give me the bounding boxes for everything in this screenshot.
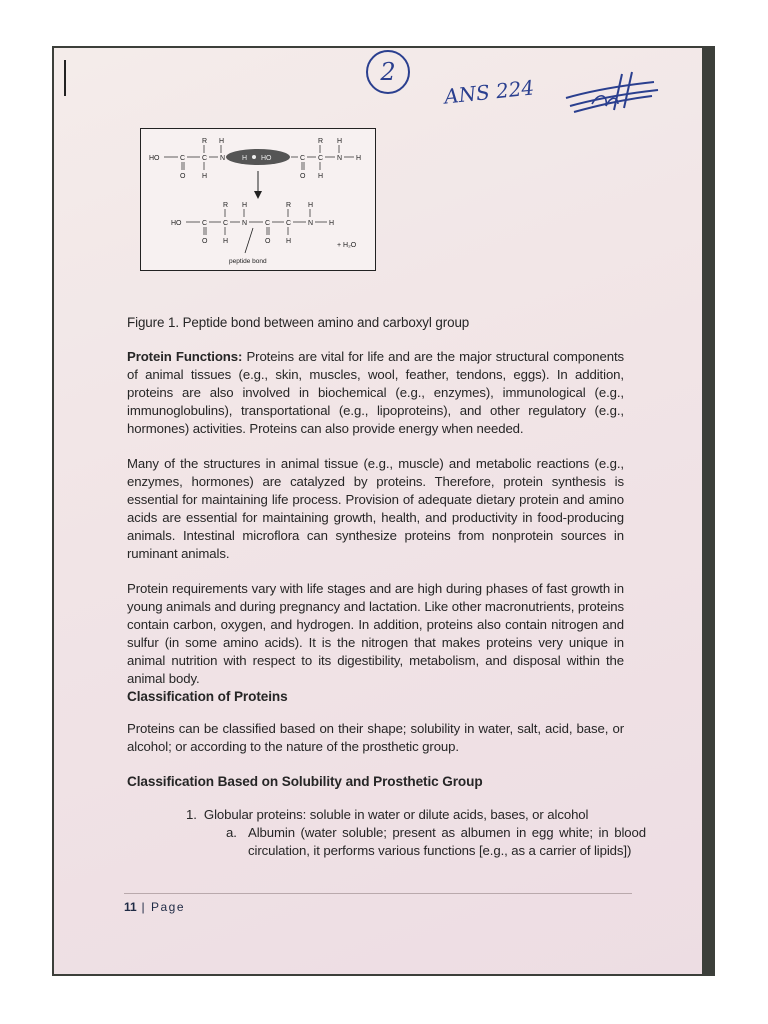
fig-b-c3: C (265, 220, 271, 227)
paragraph-requirements: Protein requirements vary with life stages and are high during phases of fast growth in young animals and during pregnancy and lactation. Like other macronutrients, proteins contain carbon, oxygen, and hydrogen. In addition, proteins also contain nitrogen and sulfur (in some amino acids). It is the nitrogen that makes proteins very unique in animal nutrition with respect to its digestibility, metabolism, and disposal within the animal body. (127, 581, 624, 686)
paragraph-classification: Proteins can be classified based on their shape; solubility in water, salt, acid, base, or alcohol; or according to the nature of the prosthetic group. (127, 721, 624, 754)
handwritten-circled-number: 2 (366, 50, 410, 94)
fig-tr-c2: C (318, 155, 324, 162)
fig-b-r2: R (286, 202, 292, 209)
fig-water: + H₂O (337, 242, 357, 249)
fig-tr-r: R (318, 138, 324, 145)
fig-tl-c2: C (202, 155, 208, 162)
paragraph-structures: Many of the structures in animal tissue (e.g., muscle) and metabolic reactions (e.g., enzymes, hormones) are catalyzed by proteins. Therefore, protein synthesis is essential for maintaining life process. Provision of adequate dietary protein and amino acids are essential for maintaining growth, health, and productivity in food-producing animals. Intestinal microflora can synthesize proteins from nonprotein sources in ruminant animals. (127, 456, 624, 561)
fig-peptide-label: peptide bond (229, 258, 267, 265)
fig-b-h1: H (242, 202, 248, 209)
page-number: 11 (124, 900, 137, 914)
handwritten-signature (562, 68, 662, 113)
fig-tr-o: O (300, 173, 306, 180)
page-footer (124, 900, 185, 914)
fig-b-hb2: H (286, 238, 292, 245)
fig-tl-hbot: H (202, 173, 208, 180)
fig-tl-htop: H (219, 138, 225, 145)
footer-divider (124, 893, 632, 894)
fig-b-n2: N (308, 220, 314, 227)
fig-b-h2: H (308, 202, 314, 209)
fig-tr-c1: C (300, 155, 306, 162)
fig-tl-hbond: H (242, 155, 248, 162)
protein-functions-body: Proteins are vital for life and are the major structural components of animal tissues (e.g., skin, muscles, wool, feather, tendons, eggs). In addition, proteins are also involved in biochemical (e.g., enzymes), immunological (e.g., immunoglobulins), transportational (e.g., lipoproteins), and other regulatory (e.g., hormones) activities. Proteins can also provide energy when needed. (127, 349, 624, 436)
fig-b-hend: H (329, 220, 335, 227)
heading-classification: Classification of Proteins (127, 689, 288, 704)
fig-tl-o: O (180, 173, 186, 180)
protein-functions-heading: Protein Functions: (127, 349, 243, 364)
fig-b-o2: O (265, 238, 271, 245)
fig-tr-n: N (337, 155, 343, 162)
document-page (54, 48, 702, 974)
fig-tr-h: H (356, 155, 362, 162)
fig-b-n1: N (242, 220, 248, 227)
fig-b-hb1: H (223, 238, 229, 245)
peptide-bond-figure (140, 128, 376, 271)
fig-tr-hbot: H (318, 173, 324, 180)
paragraph-protein-functions (127, 348, 624, 438)
list-item-albumin: a. Albumin (water soluble; present as albumen in egg white; in blood circulation, it performs various functions [e.g., as a carrier of lipids]) (226, 825, 646, 858)
fig-b-o1: O (202, 238, 208, 245)
fig-b-c4: C (286, 220, 292, 227)
figure-caption: Figure 1. Peptide bond between amino and carboxyl group (127, 315, 470, 330)
fig-condensation-ellipse (226, 149, 290, 165)
fig-b-ho: HO (171, 220, 182, 227)
fig-tl-c1: C (180, 155, 186, 162)
fig-b-c2: C (223, 220, 229, 227)
page-label: | Page (136, 900, 185, 914)
handwritten-course-code: ANS 224 (442, 75, 536, 109)
fig-tr-ho: HO (261, 155, 272, 162)
margin-mark (64, 60, 66, 96)
heading-solubility: Classification Based on Solubility and Prosthetic Group (127, 774, 483, 789)
fig-tl-n: N (220, 155, 226, 162)
list-item-globular: 1. Globular proteins: soluble in water or dilute acids, bases, or alcohol (186, 807, 589, 822)
fig-tl-ho: HO (149, 155, 160, 162)
fig-b-c1: C (202, 220, 208, 227)
fig-tr-htop: H (337, 138, 343, 145)
fig-tl-r: R (202, 138, 208, 145)
fig-b-r1: R (223, 202, 229, 209)
fig-reaction-arrow (254, 191, 262, 199)
